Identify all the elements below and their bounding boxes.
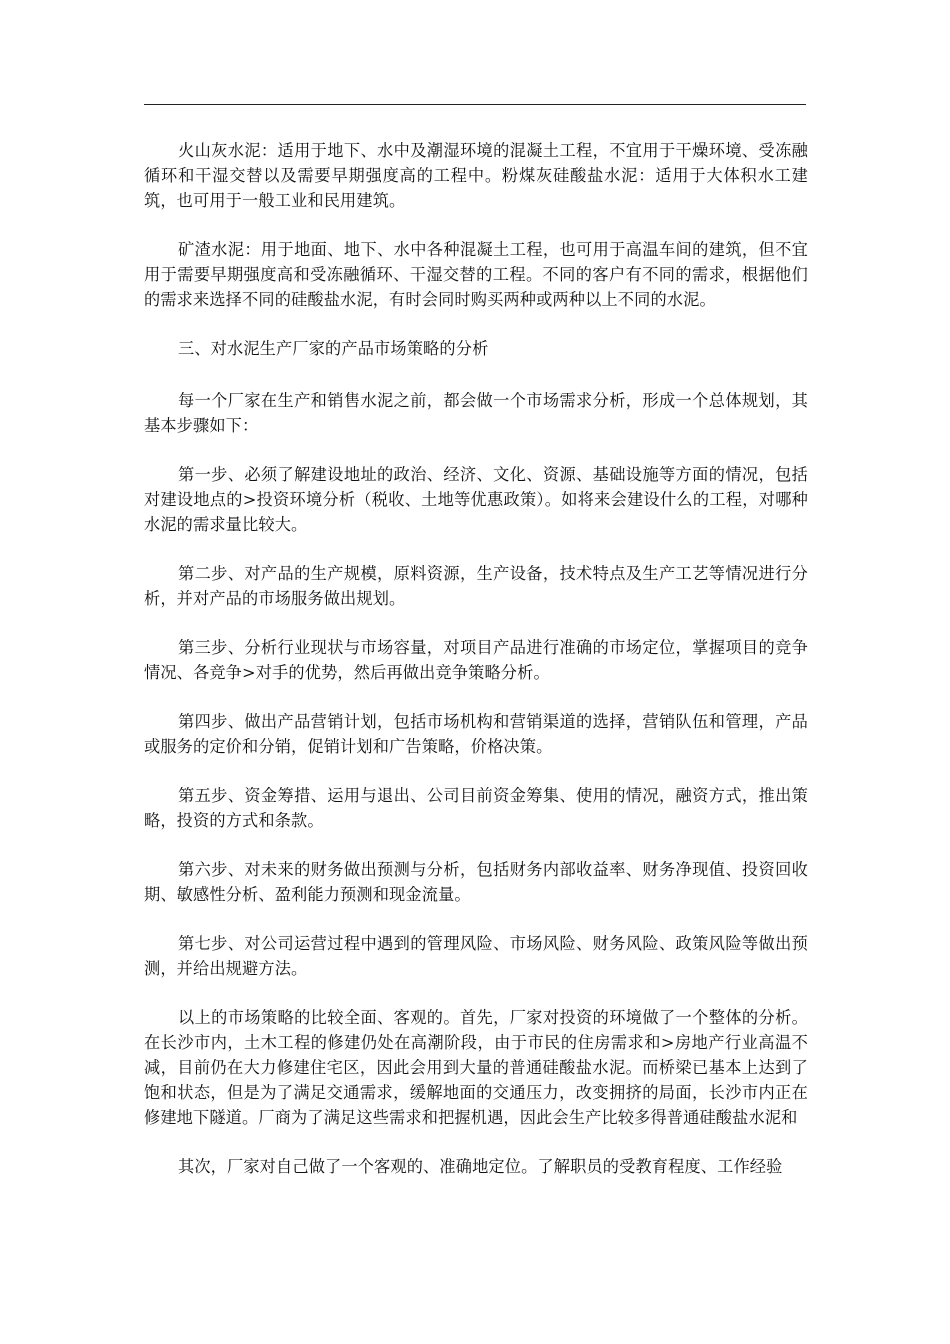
paragraph-positioning: 其次，厂家对自己做了一个客观的、准确地定位。了解职员的受教育程度、工作经验 xyxy=(178,1157,783,1176)
paragraph-analysis: 以上的市场策略的比较全面、客观的。首先，厂家对投资的环境做了一个整体的分析。在长沙市内，土木工程的修建仍处在高潮阶段，由于市民的住房需求和>房地产行业高温不减，目前仍在大力修建住宅区，因此会用到大量的普通硅酸盐水泥。而桥梁已基本上达到了饱和状态，但是为了满足交通需求，缓解地面的交通压力，改变拥挤的局面，长沙市内正在修建地下隧道。厂商为了满足这些需求和把握机遇，因此会生产比较多得普通硅酸盐水泥和 xyxy=(144,1008,808,1127)
paragraph-step-4: 第四步、做出产品营销计划，包括市场机构和营销渠道的选择，营销队伍和管理，产品或服务的定价和分销，促销计划和广告策略，价格决策。 xyxy=(144,712,808,756)
paragraph-step-3: 第三步、分析行业现状与市场容量，对项目产品进行准确的市场定位，掌握项目的竞争情况、各竞争>对手的优势，然后再做出竞争策略分析。 xyxy=(144,638,808,682)
paragraph-step-7: 第七步、对公司运营过程中遇到的管理风险、市场风险、财务风险、政策风险等做出预测，并给出规避方法。 xyxy=(144,934,808,978)
paragraph-intro-steps: 每一个厂家在生产和销售水泥之前，都会做一个市场需求分析，形成一个总体规划，其基本步骤如下： xyxy=(144,391,808,435)
document-body xyxy=(144,138,808,1203)
paragraph-slag-cement: 矿渣水泥：用于地面、地下、水中各种混凝土工程，也可用于高温车间的建筑，但不宜用于需要早期强度高和受冻融循环、干湿交替的工程。不同的客户有不同的需求，根据他们的需求来选择不同的硅酸盐水泥，有时会同时购买两种或两种以上不同的水泥。 xyxy=(144,240,808,309)
paragraph-step-1: 第一步、必须了解建设地址的政治、经济、文化、资源、基础设施等方面的情况，包括对建设地点的>投资环境分析（税收、土地等优惠政策）。如将来会建设什么的工程，对哪种水泥的需求量比较大。 xyxy=(144,465,808,534)
paragraph-step-6: 第六步、对未来的财务做出预测与分析，包括财务内部收益率、财务净现值、投资回收期、敏感性分析、盈利能力预测和现金流量。 xyxy=(144,860,808,904)
section-heading: 三、对水泥生产厂家的产品市场策略的分析 xyxy=(178,339,489,358)
paragraph-step-2: 第二步、对产品的生产规模，原料资源，生产设备，技术特点及生产工艺等情况进行分析，并对产品的市场服务做出规划。 xyxy=(144,564,808,608)
paragraph-pozzolanic-cement: 火山灰水泥：适用于地下、水中及潮湿环境的混凝土工程，不宜用于干燥环境、受冻融循环和干湿交替以及需要早期强度高的工程中。粉煤灰硅酸盐水泥：适用于大体积水工建筑，也可用于一般工业和民用建筑。 xyxy=(144,141,808,210)
paragraph-step-5: 第五步、资金筹措、运用与退出、公司目前资金筹集、使用的情况，融资方式，推出策略，投资的方式和条款。 xyxy=(144,786,808,830)
header-divider xyxy=(144,104,806,105)
